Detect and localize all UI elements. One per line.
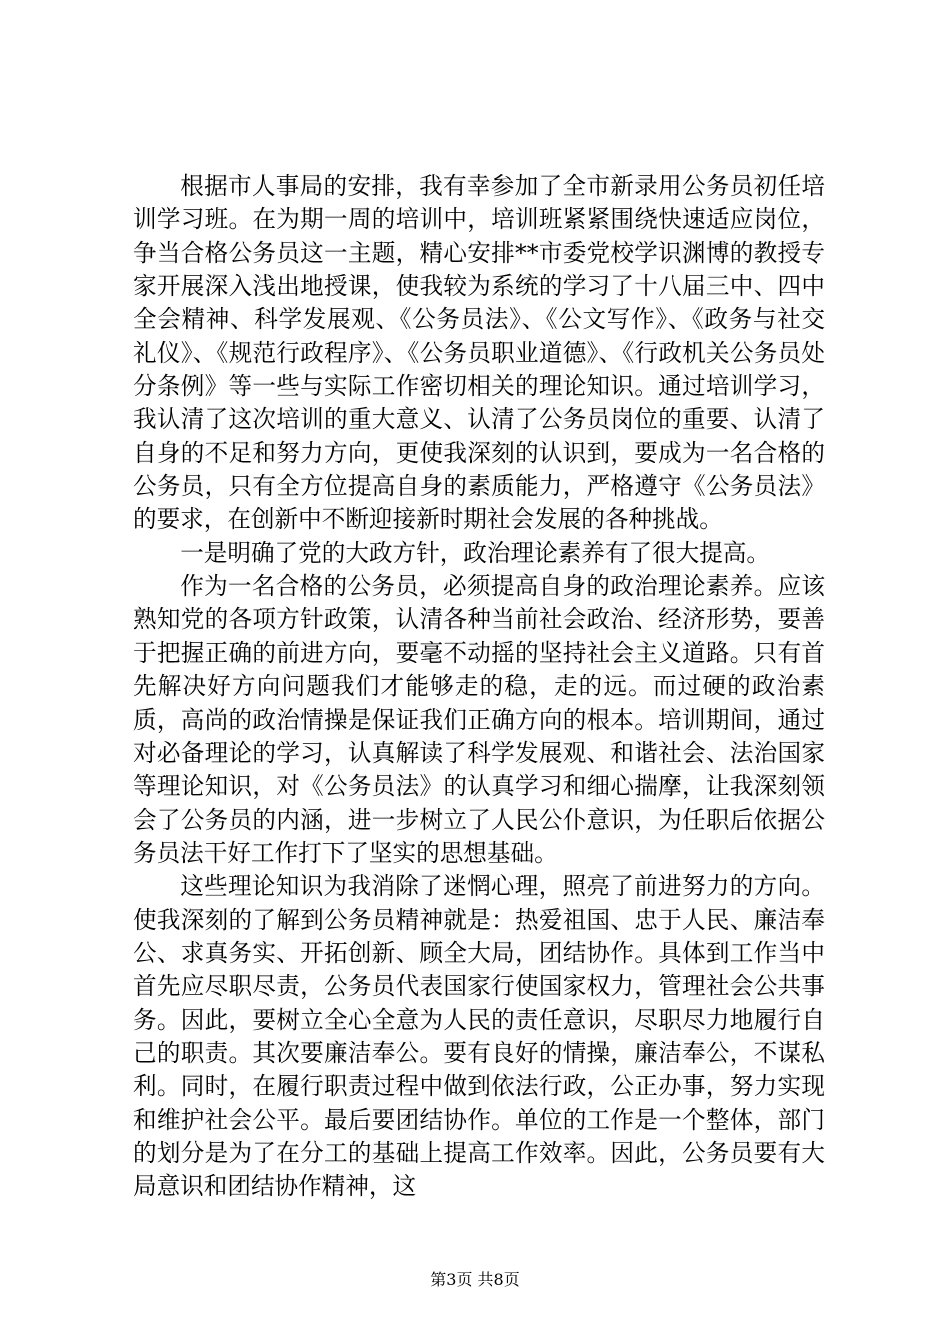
- document-body: [133, 170, 825, 1204]
- paragraph-political-theory: 作为一名合格的公务员，必须提高自身的政治理论素养。应该熟知党的各项方针政策，认清各种当前社会政治、经济形势，要善于把握正确的前进方向，要毫不动摇的坚持社会主义道路。只有首先解决好方向问题我们才能够走的稳，走的远。而过硬的政治素质，高尚的政治情操是保证我们正确方向的根本。培训期间，通过对必备理论的学习，认真解读了科学发展观、和谐社会、法治国家等理论知识，对《公务员法》的认真学习和细心揣摩，让我深刻领会了公务员的内涵，进一步树立了人民公仆意识，为任职后依据公务员法干好工作打下了坚实的思想基础。: [133, 572, 825, 867]
- paragraph-intro: 根据市人事局的安排，我有幸参加了全市新录用公务员初任培训学习班。在为期一周的培训中，培训班紧紧围绕快速适应岗位，争当合格公务员这一主题，精心安排**市委党校学识渊博的教授专家开展深入浅出地授课，使我较为系统的学习了十八届三中、四中全会精神、科学发展观、《公务员法》、《公文写作》、《政务与社交礼仪》、《规范行政程序》、《公务员职业道德》、《行政机关公务员处分条例》等一些与实际工作密切相关的理论知识。通过培训学习，我认清了这次培训的重大意义、认清了公务员岗位的重要、认清了自身的不足和努力方向，更使我深刻的认识到，要成为一名合格的公务员，只有全方位提高自身的素质能力，严格遵守《公务员法》的要求，在创新中不断迎接新时期社会发展的各种挑战。: [133, 172, 825, 534]
- paragraph-civil-servant-spirit: 这些理论知识为我消除了迷惘心理，照亮了前进努力的方向。使我深刻的了解到公务员精神就是：热爱祖国、忠于人民、廉洁奉公、求真务实、开拓创新、顾全大局，团结协作。具体到工作当中首先应尽职尽责，公务员代表国家行使国家权力，管理社会公共事务。因此，要树立全心全意为人民的责任意识，尽职尽力地履行自己的职责。其次要廉洁奉公。要有良好的情操，廉洁奉公，不谋私利。同时，在履行职责过程中做到依法行政，公正办事，努力实现和维护社会公平。最后要团结协作。单位的工作是一个整体，部门的划分是为了在分工的基础上提高工作效率。因此，公务员要有大局意识和团结协作精神，这: [133, 872, 825, 1201]
- paragraph-point-one: 一是明确了党的大政方针，政治理论素养有了很大提高。: [180, 538, 771, 567]
- page-number-footer: 第3页 共8页: [430, 1270, 520, 1289]
